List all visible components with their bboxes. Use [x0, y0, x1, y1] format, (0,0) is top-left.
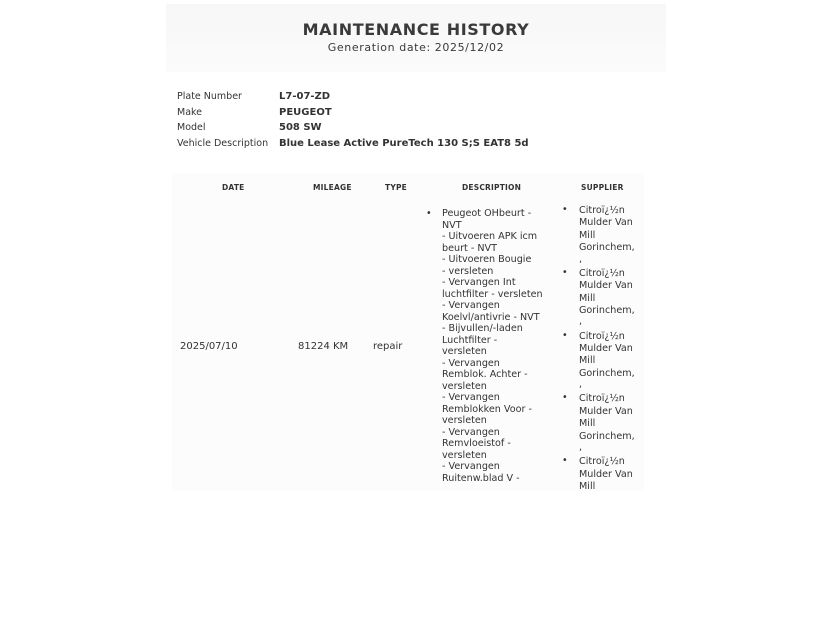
generation-date-value: 2025/12/02 [434, 41, 505, 54]
description-line: beurt - NVT [442, 242, 497, 254]
supplier-bullet: • [562, 204, 568, 215]
supplier-line: Citroï¿½n [579, 267, 625, 279]
row-type: repair [373, 341, 403, 352]
supplier-bullet: • [562, 455, 568, 467]
vehicle-info-row-make [177, 105, 529, 121]
model-value: 508 SW [279, 122, 322, 134]
vehicle-description-label: Vehicle Description [177, 137, 269, 149]
supplier-item [562, 331, 642, 393]
vehicle-info-row-plate [177, 89, 529, 105]
description-line: Remblok. Achter - [442, 369, 528, 380]
column-header-supplier: SUPPLIER [581, 183, 624, 192]
supplier-bullet: • [562, 392, 568, 404]
supplier-line: Citroï¿½n [579, 330, 625, 342]
description-line: - Uitvoeren APK icm [442, 231, 538, 242]
vehicle-info [177, 89, 529, 151]
description-line: NVT [442, 219, 462, 231]
description-line: - versleten [442, 265, 494, 277]
supplier-item [562, 268, 642, 330]
plate-number-value: L7-07-ZD [279, 91, 331, 103]
description-line: versleten [442, 346, 487, 357]
vehicle-info-row-description [177, 136, 529, 152]
supplier-line: Mulder Van [579, 468, 633, 480]
description-line: Koelvl/antivrie - NVT [442, 311, 540, 323]
supplier-bullet: • [562, 266, 568, 278]
supplier-line: Mill [579, 355, 596, 367]
supplier-line: Mill [579, 229, 596, 241]
description-line: Remvloeistof - [442, 438, 511, 449]
supplier-trailing-comma: , [579, 379, 583, 391]
description-bullet: • [426, 208, 432, 219]
vehicle-info-row-model [177, 120, 529, 136]
vehicle-description-value: Blue Lease Active PureTech 130 S;S EAT8 5d [279, 137, 529, 149]
generation-date [166, 41, 666, 54]
column-header-description: DESCRIPTION [462, 183, 522, 192]
description-line: Remblokken Voor - [442, 403, 532, 415]
supplier-line: Mill [579, 292, 596, 304]
supplier-line: Gorinchem, [579, 367, 635, 379]
supplier-line: Citroï¿½n [579, 393, 625, 405]
supplier-item [562, 456, 642, 493]
supplier-item [562, 205, 642, 267]
supplier-item [562, 393, 642, 455]
description-line: versleten [442, 415, 487, 426]
row-description [426, 208, 554, 484]
description-line: Ruitenw.blad V - [442, 472, 520, 484]
description-line: - Vervangen [442, 392, 500, 403]
description-line: - Uitvoeren Bougie [442, 254, 532, 265]
supplier-bullet: • [562, 329, 568, 341]
description-line: versleten [442, 449, 487, 461]
supplier-line: Gorinchem, [579, 430, 635, 442]
description-line: - Vervangen [442, 357, 500, 369]
column-header-type: TYPE [385, 183, 407, 192]
description-line: - Vervangen Int [442, 277, 516, 288]
supplier-line: Mulder Van [579, 343, 633, 355]
column-header-date: DATE [222, 183, 245, 192]
supplier-line: Citroï¿½n [579, 456, 625, 468]
supplier-line: Mill [579, 418, 596, 430]
description-line: - Vervangen [442, 300, 500, 311]
document-title: MAINTENANCE HISTORY [302, 20, 530, 39]
description-lines [442, 208, 554, 484]
make-value: PEUGEOT [279, 106, 332, 118]
description-line: luchtfilter - versleten [442, 288, 543, 300]
supplier-line: Gorinchem, [579, 305, 635, 317]
generation-date-label: Generation date: [327, 41, 431, 54]
supplier-trailing-comma: , [579, 253, 583, 265]
make-label: Make [177, 106, 203, 118]
model-label: Model [177, 122, 206, 134]
supplier-line: Mill [579, 481, 596, 493]
description-line: Peugeot OHbeurt - [442, 208, 532, 219]
supplier-line: Citroï¿½n [579, 205, 625, 216]
description-line: Luchtfilter - [442, 334, 498, 346]
column-header-mileage: MILEAGE [313, 183, 352, 192]
supplier-trailing-comma: , [579, 442, 583, 454]
maintenance-table [172, 173, 644, 491]
supplier-trailing-comma: , [579, 316, 583, 328]
description-line: - Vervangen [442, 461, 500, 472]
description-line: versleten [442, 380, 487, 392]
plate-number-label: Plate Number [177, 91, 242, 103]
supplier-line: Mulder Van [579, 217, 633, 229]
description-line: - Bijvullen/-laden [442, 323, 523, 334]
description-line: - Vervangen [442, 426, 500, 438]
supplier-line: Gorinchem, [579, 242, 635, 254]
row-mileage: 81224 KM [298, 341, 349, 352]
supplier-line: Mulder Van [579, 280, 633, 292]
supplier-line: Mulder Van [579, 405, 633, 417]
row-supplier [562, 205, 642, 495]
row-date: 2025/07/10 [180, 341, 238, 352]
